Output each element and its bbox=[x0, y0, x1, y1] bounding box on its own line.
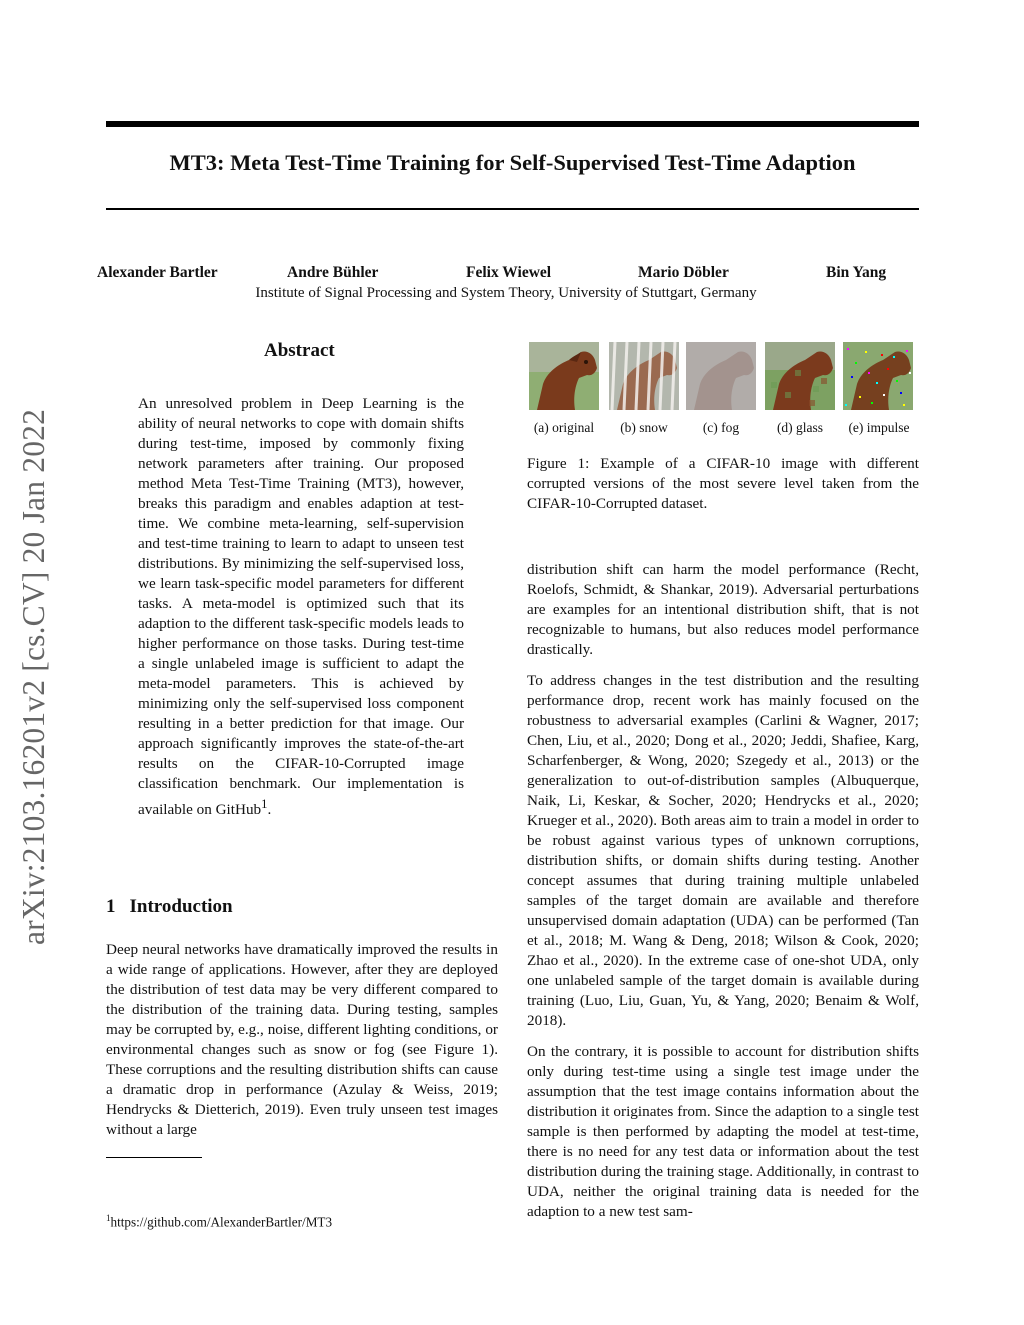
right-column bbox=[527, 560, 919, 1233]
title-rule-bottom bbox=[106, 208, 919, 210]
intro-paragraph: Deep neural networks have dramatically improved the results in a wide range of applications. However, after they are deployed the distribution of test data may be very different compared to the distribution of the training data. During testing, samples may be corrupted by, e.g., noise, different lighting conditions, or environmental changes such as snow or fog (see Figure 1). These corruptions and the resulting distribution shifts can cause a dramatic drop in performance (Azulay & Weiss, 2019; Hendrycks & Dietterich, 2019). Even truly unseen test images without a large bbox=[106, 941, 498, 1138]
section-number: 1 bbox=[106, 896, 116, 917]
footnote-link[interactable]: https://github.com/AlexanderBartler/MT3 bbox=[110, 1214, 333, 1230]
abstract-text bbox=[138, 394, 464, 820]
section-heading bbox=[106, 896, 233, 918]
horse-glass-image bbox=[765, 342, 835, 410]
footnote-ref: 1 bbox=[261, 797, 268, 811]
horse-fog-image bbox=[686, 342, 756, 410]
body-paragraph: distribution shift can harm the model performance (Recht, Roelofs, Schmidt, & Shankar, 2019). Adversarial perturbations are examples for an intentional distribution shift, that is not recognizable to humans, but also reduces model performance drastically. bbox=[527, 561, 919, 658]
paper-title: MT3: Meta Test-Time Training for Self-Supervised Test-Time Adaption bbox=[169, 150, 856, 175]
author-name: Bin Yang bbox=[826, 264, 887, 281]
section-title: Introduction bbox=[129, 896, 233, 917]
abstract-heading: Abstract bbox=[264, 340, 335, 361]
body-paragraph: On the contrary, it is possible to account for distribution shifts only during test-time using a single test image under the assumption that the test image contains information about the distribution it originates from. Since the adaption to a single test sample is then performed by adapting the model at test-time, there is no need for any test data or information about the test distribution during the training stage. Additionally, in contrast to UDA, neither the original training data is needed for the adaption to a new test sam- bbox=[527, 1043, 919, 1220]
abstract-end: . bbox=[267, 801, 272, 819]
subcaption: (e) impulse bbox=[848, 420, 910, 435]
author-name: Andre Bühler bbox=[287, 264, 379, 281]
horse-impulse-image bbox=[843, 342, 913, 410]
author-name: Felix Wiewel bbox=[466, 264, 552, 281]
footnote-rule bbox=[106, 1157, 202, 1158]
title-rule-top bbox=[106, 121, 919, 127]
horse-snow-image bbox=[609, 342, 679, 410]
figure-caption: Figure 1: Example of a CIFAR-10 image with different corrupted versions of the most severe level taken from the CIFAR-10-Corrupted dataset. bbox=[527, 455, 919, 512]
body-paragraph: To address changes in the test distribution and the resulting performance drop, recent work has mainly focused on the robustness to adversarial examples (Carlini & Wagner, 2017; Chen, Liu, et al., 2020; Dong et al., 2020; Jeddi, Shafiee, Karg, Scharfenberger, & Wong, 2020; Szegedy et al., 2013) or the generalization to out-of-distribution samples (Albuquerque, Naik, Li, Keskar, & Socher, 2020; Hendrycks et al., 2020; Krueger et al., 2020). Both areas aim to train a model in order to be robust against various types of unknown corruptions, distribution shifts, or domain shifts during testing. Another concept assumes that during training multiple unlabeled samples of the target domain are available and therefore unsupervised domain adaptation (UDA) can be performed (Tan et al., 2018; M. Wang & Deng, 2018; Wilson & Cook, 2020; Zhao et al., 2020). In the extreme case of one-shot UDA, only one unlabeled sample of the target domain is available during training (Luo, Liu, Guan, Yu, & Yang, 2020; Benaim & Wolf, 2018). bbox=[527, 672, 919, 1029]
subcaption: (b) snow bbox=[620, 420, 668, 435]
footnote bbox=[106, 1213, 332, 1230]
author-name: Mario Döbler bbox=[638, 264, 729, 281]
abstract-body: An unresolved problem in Deep Learning is the ability of neural networks to cope with domain shifts during test-time, imposed by commonly fixing network parameters after training. Our proposed method Meta Test-Time Training (MT3), however, breaks this paradigm and enables adaption at test-time. We combine meta-learning, self-supervision and test-time training to learn to adapt to unseen test distributions. By minimizing the self-supervised loss, we learn task-specific model parameters for different tasks. A meta-model is optimized such that its adaption to the different task-specific models leads to higher performance on those tasks. During test-time a single unlabeled image is sufficient to adapt the meta-model parameters. This is achieved by minimizing only the self-supervised loss component resulting in a better prediction for that image. Our approach significantly improves the state-of-the-art results on the CIFAR-10-Corrupted image classification benchmark. Our implementation is available on GitHub bbox=[138, 395, 464, 819]
figure-1 bbox=[527, 342, 919, 438]
author-name: Alexander Bartler bbox=[97, 264, 218, 281]
subcaption: (a) original bbox=[533, 420, 595, 435]
affiliation: Institute of Signal Processing and System Theory, University of Stuttgart, Germany bbox=[255, 285, 757, 301]
subcaption: (d) glass bbox=[776, 420, 824, 435]
footnote-mark: 1 bbox=[106, 1213, 111, 1223]
horse-original-image bbox=[529, 342, 599, 410]
arxiv-stamp: arXiv:2103.16201v2 [cs.CV] 20 Jan 2022 bbox=[16, 408, 51, 945]
subcaption: (c) fog bbox=[702, 420, 740, 435]
